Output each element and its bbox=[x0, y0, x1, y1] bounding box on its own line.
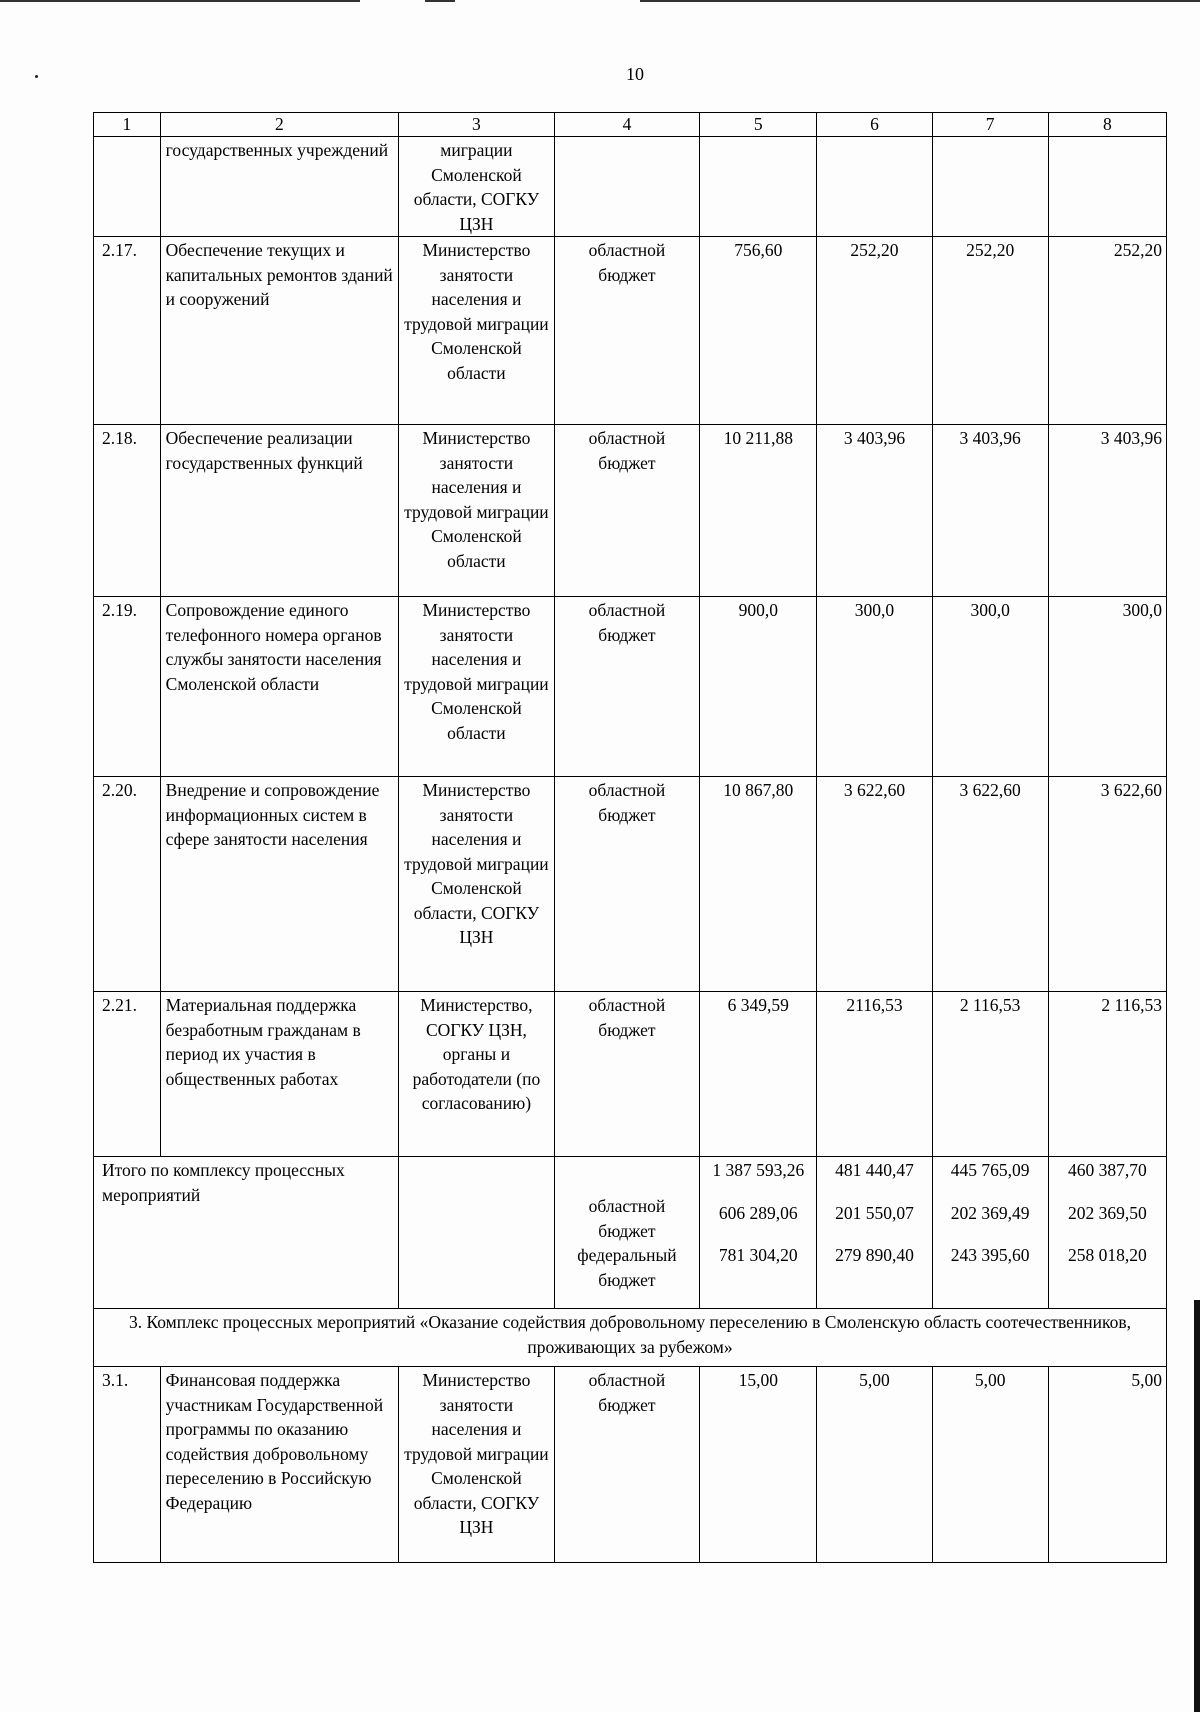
section-heading-row bbox=[94, 1309, 1167, 1367]
funding-source: областной бюджет bbox=[554, 992, 699, 1157]
row-number: 2.17. bbox=[94, 237, 161, 425]
measure-name: Обеспечение реализации государственных функций bbox=[160, 425, 398, 597]
scan-artifact-line bbox=[425, 0, 455, 2]
year2-amount: 252,20 bbox=[932, 237, 1048, 425]
year1-amount: 252,20 bbox=[817, 237, 932, 425]
year3-amount: 3 622,60 bbox=[1048, 777, 1166, 992]
measure-name: Материальная поддержка безработным гражданам в период их участия в общественных работах bbox=[160, 992, 398, 1157]
year1-amount: 3 622,60 bbox=[817, 777, 932, 992]
funding-source: областной бюджет bbox=[554, 597, 699, 777]
table-row bbox=[94, 237, 1167, 425]
total-amount: 900,0 bbox=[700, 597, 817, 777]
funding-source-regional: областной бюджет bbox=[588, 1196, 666, 1241]
year3-amount: 3 403,96 bbox=[1048, 425, 1166, 597]
executor: Министерство, СОГКУ ЦЗН, органы и работодатели (по согласованию) bbox=[399, 992, 555, 1157]
executor: Министерство занятости населения и трудовой миграции Смоленской области bbox=[399, 597, 555, 777]
page-number: 10 bbox=[626, 64, 644, 84]
measure-name: Финансовая поддержка участникам Государственной программы по оказанию содействия добровольному переселению в Российскую Федерацию bbox=[160, 1367, 398, 1563]
totals-year2-column bbox=[932, 1157, 1048, 1309]
table-row-continuation bbox=[94, 137, 1167, 237]
federal-year1: 279 890,40 bbox=[835, 1245, 914, 1265]
year3-amount: 300,0 bbox=[1048, 597, 1166, 777]
budget-table bbox=[93, 112, 1167, 1563]
executor: Министерство занятости населения и трудовой миграции Смоленской области, СОГКУ ЦЗН bbox=[399, 777, 555, 992]
year1-amount: 3 403,96 bbox=[817, 425, 932, 597]
totals-label: Итого по комплексу процессных мероприятий bbox=[94, 1157, 399, 1309]
executor: Министерство занятости населения и трудовой миграции Смоленской области, СОГКУ ЦЗН bbox=[399, 1367, 555, 1563]
table-row bbox=[94, 425, 1167, 597]
grand-year3: 460 387,70 bbox=[1067, 1160, 1147, 1180]
year2-amount: 2 116,53 bbox=[932, 992, 1048, 1157]
regional-year3: 202 369,50 bbox=[1067, 1202, 1147, 1223]
federal-year3: 258 018,20 bbox=[1067, 1245, 1147, 1265]
total-amount: 756,60 bbox=[700, 237, 817, 425]
year1-amount: 300,0 bbox=[817, 597, 932, 777]
table-row bbox=[94, 777, 1167, 992]
column-number: 4 bbox=[554, 113, 699, 137]
section-title: 3. Комплекс процессных мероприятий «Оказание содействия добровольному переселению в Смоленскую область соотечественников, проживающих за рубежом» bbox=[94, 1309, 1167, 1367]
year3-amount: 252,20 bbox=[1048, 237, 1166, 425]
table-row bbox=[94, 992, 1167, 1157]
year1-amount: 2116,53 bbox=[817, 992, 932, 1157]
executor: миграции Смоленской области, СОГКУ ЦЗН bbox=[399, 137, 555, 237]
row-number: 2.18. bbox=[94, 425, 161, 597]
regional-year2: 202 369,49 bbox=[950, 1202, 1030, 1223]
executor: Министерство занятости населения и трудовой миграции Смоленской области bbox=[399, 425, 555, 597]
column-number: 8 bbox=[1048, 113, 1166, 137]
year2-amount: 5,00 bbox=[932, 1367, 1048, 1563]
total-amount: 6 349,59 bbox=[700, 992, 817, 1157]
grand-year1: 481 440,47 bbox=[835, 1160, 914, 1180]
total-amount: 10 211,88 bbox=[700, 425, 817, 597]
table-row bbox=[94, 597, 1167, 777]
totals-year1-column bbox=[817, 1157, 932, 1309]
federal-total: 781 304,20 bbox=[718, 1245, 798, 1265]
column-number: 7 bbox=[932, 113, 1048, 137]
totals-row bbox=[94, 1157, 1167, 1309]
year3-amount: 2 116,53 bbox=[1048, 992, 1166, 1157]
funding-source: областной бюджет bbox=[554, 777, 699, 992]
funding-source: областной бюджет bbox=[554, 425, 699, 597]
column-number: 1 bbox=[94, 113, 161, 137]
scan-edge-shadow bbox=[1194, 1300, 1200, 1712]
totals-year3-column bbox=[1048, 1157, 1166, 1309]
year2-amount: 300,0 bbox=[932, 597, 1048, 777]
funding-source: областной бюджет bbox=[554, 237, 699, 425]
regional-year1: 201 550,07 bbox=[835, 1202, 914, 1223]
table-row bbox=[94, 1367, 1167, 1563]
scan-artifact-line bbox=[640, 0, 1200, 2]
measure-name: Внедрение и сопровождение информационных систем в сфере занятости населения bbox=[160, 777, 398, 992]
measure-name: государственных учреждений bbox=[160, 137, 398, 237]
column-number: 6 bbox=[817, 113, 932, 137]
executor: Министерство занятости населения и трудовой миграции Смоленской области bbox=[399, 237, 555, 425]
row-number: 2.21. bbox=[94, 992, 161, 1157]
totals-total-column bbox=[700, 1157, 817, 1309]
total-amount: 10 867,80 bbox=[700, 777, 817, 992]
year3-amount: 5,00 bbox=[1048, 1367, 1166, 1563]
row-number: 2.19. bbox=[94, 597, 161, 777]
funding-source: областной бюджет bbox=[554, 1367, 699, 1563]
column-number-row bbox=[94, 113, 1167, 137]
year2-amount: 3 622,60 bbox=[932, 777, 1048, 992]
column-number: 5 bbox=[700, 113, 817, 137]
grand-year2: 445 765,09 bbox=[950, 1160, 1030, 1180]
measure-name: Сопровождение единого телефонного номера органов службы занятости населения Смоленской области bbox=[160, 597, 398, 777]
regional-total: 606 289,06 bbox=[718, 1202, 798, 1223]
year1-amount: 5,00 bbox=[817, 1367, 932, 1563]
measure-name: Обеспечение текущих и капитальных ремонтов зданий и сооружений bbox=[160, 237, 398, 425]
total-amount: 15,00 bbox=[700, 1367, 817, 1563]
column-number: 2 bbox=[160, 113, 398, 137]
federal-year2: 243 395,60 bbox=[950, 1245, 1030, 1265]
row-number: 3.1. bbox=[94, 1367, 161, 1563]
totals-sources bbox=[554, 1157, 699, 1309]
scan-artifact-line bbox=[0, 0, 360, 2]
grand-total: 1 387 593,26 bbox=[712, 1160, 805, 1180]
row-number: 2.20. bbox=[94, 777, 161, 992]
funding-source-federal: федеральный бюджет bbox=[577, 1245, 677, 1290]
column-number: 3 bbox=[399, 113, 555, 137]
year2-amount: 3 403,96 bbox=[932, 425, 1048, 597]
